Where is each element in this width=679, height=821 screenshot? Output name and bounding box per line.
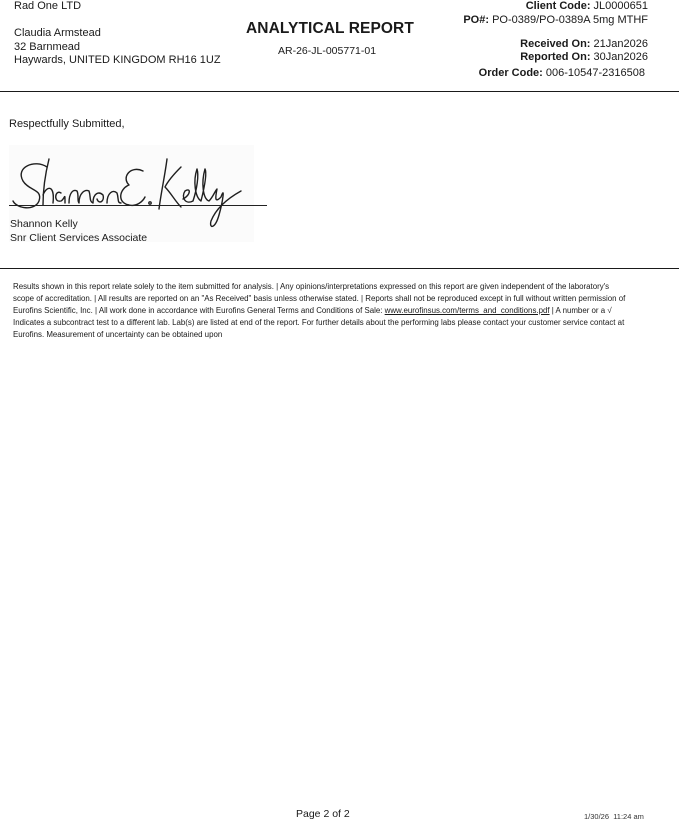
reported-label: Reported On:: [520, 51, 591, 63]
po-value: PO-0389/PO-0389A 5mg MTHF: [492, 14, 648, 26]
signature-line: [9, 205, 267, 206]
received-row: [520, 38, 648, 50]
received-label: Received On:: [520, 38, 591, 50]
signer-title: Snr Client Services Associate: [10, 232, 148, 244]
client-address-line1: 32 Barnmead: [14, 41, 81, 53]
report-title: ANALYTICAL REPORT: [246, 20, 414, 37]
client-company-name: Rad One LTD: [14, 0, 82, 12]
disclaimer-part1: Results shown in this report relate solely to the item submitted for analysis. | Any opinions/interpretations expressed on this report are given independent of the laboratory's scope of accreditation. | All results are reported on an "As Received" basis unless otherwise stated. | Reports shall not be reproduced except in full without written permission of Eurofins Scientific, Inc. | All work done in accordance with Eurofins General Terms and Conditions of Sale:: [13, 282, 626, 315]
order-label: Order Code:: [478, 67, 543, 79]
reported-row: [520, 51, 648, 63]
disclaimer-part2: | A number or a √ Indicates a subcontract test to a different lab. Lab(s) are listed at end of the report. For further details about the performing labs please contact your customer service contact at Eurofins. Measurement of uncertainty can be obtained upon: [13, 306, 625, 339]
client-address-line2: Haywards, UNITED KINGDOM RH16 1UZ: [14, 54, 221, 66]
po-row: [463, 14, 648, 26]
page-number: Page 2 of 2: [296, 808, 350, 820]
terms-link[interactable]: www.eurofinsus.com/terms_and_conditions.pdf: [384, 306, 550, 315]
footer-divider: [0, 268, 679, 269]
report-number: AR-26-JL-005771-01: [278, 45, 377, 57]
client-code-label: Client Code:: [525, 0, 591, 12]
reported-value: 30Jan2026: [593, 51, 648, 63]
client-contact-name: Claudia Armstead: [14, 27, 101, 39]
po-label: PO#:: [463, 14, 490, 26]
respectfully-submitted: Respectfully Submitted,: [9, 118, 125, 130]
disclaimer-text: [13, 281, 628, 341]
order-row: [479, 67, 645, 79]
order-value: 006-10547-2316508: [545, 67, 645, 79]
print-timestamp: 1/30/26 11:24 am: [584, 812, 644, 821]
signer-name: Shannon Kelly: [10, 218, 78, 230]
client-code-value: JL0000651: [593, 0, 648, 12]
header-divider: [0, 91, 679, 92]
received-value: 21Jan2026: [593, 38, 648, 50]
client-code-row: [526, 0, 648, 12]
